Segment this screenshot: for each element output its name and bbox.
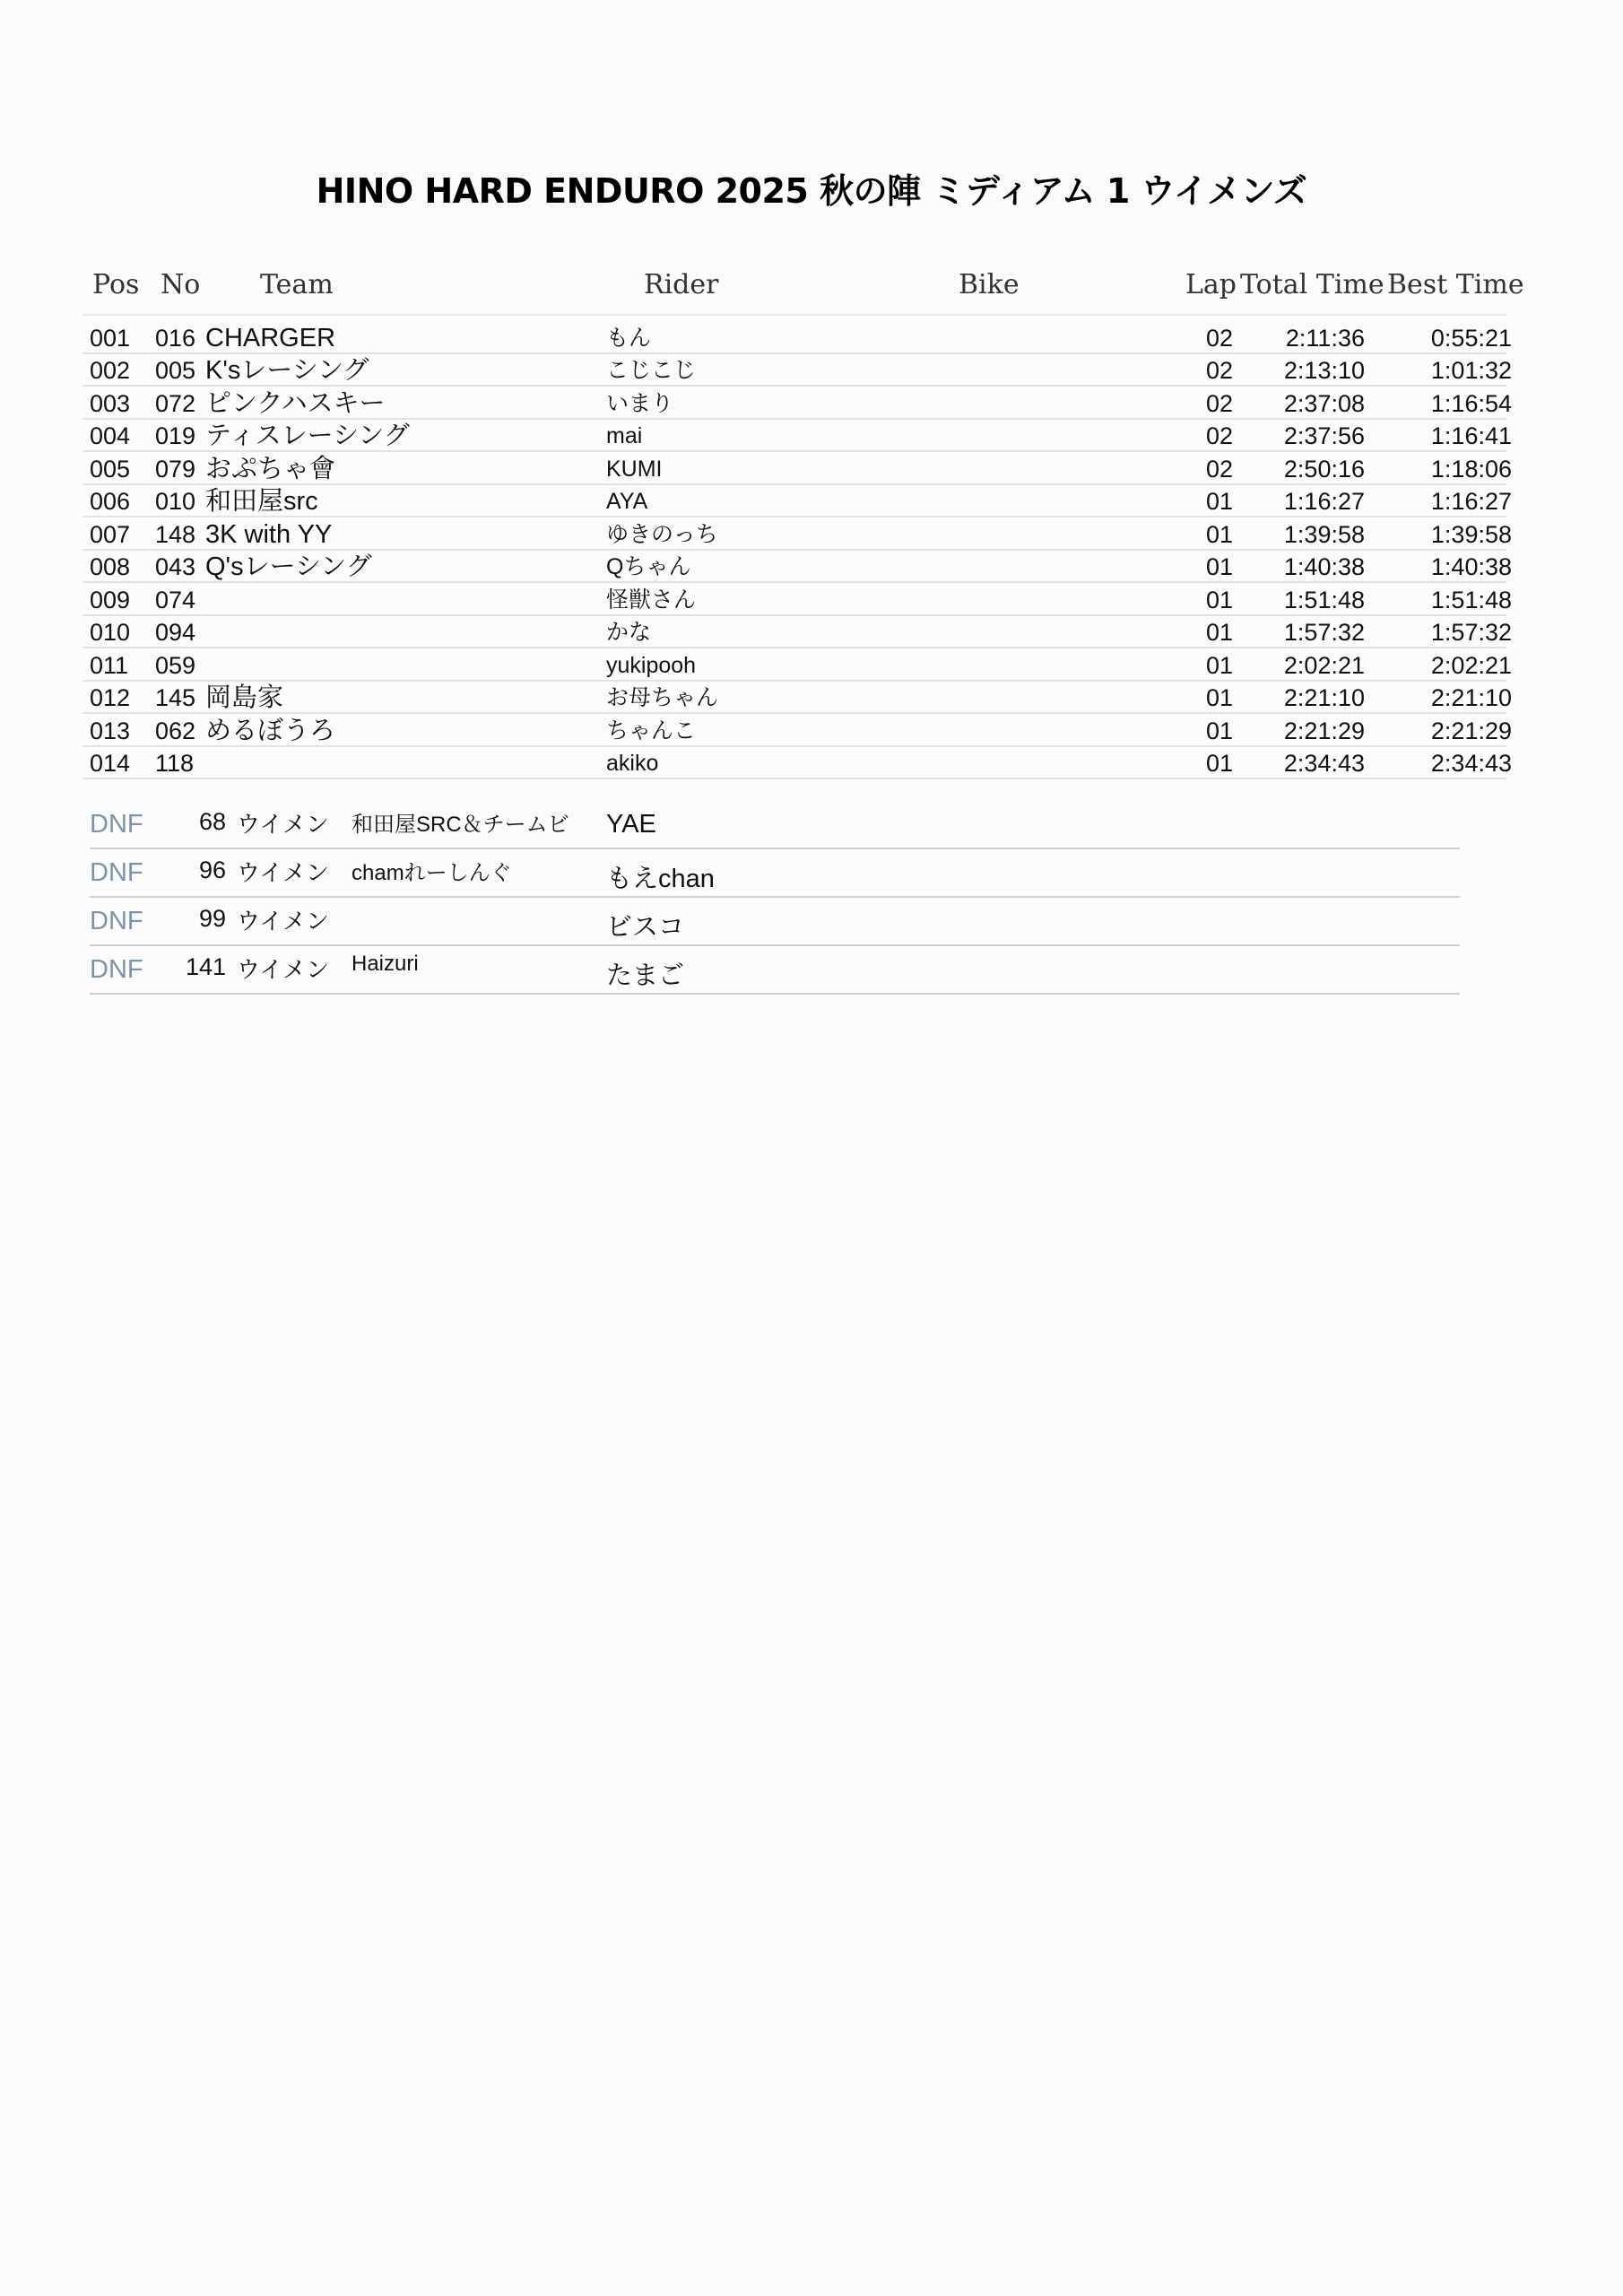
pos-cell: 004 (90, 422, 131, 449)
rider-cell: akiko (606, 751, 659, 776)
team-cell: 岡島家 (205, 683, 284, 712)
dnf-rider: YAE (606, 810, 656, 839)
table-row (0, 715, 1623, 747)
table-row (0, 420, 1623, 452)
table-row (0, 584, 1623, 616)
row-divider (82, 581, 1506, 583)
table-row (0, 616, 1623, 648)
no-cell: 010 (155, 488, 196, 515)
no-cell: 043 (155, 553, 196, 580)
rider-cell: いまり (606, 391, 674, 416)
dnf-status: DNF (90, 955, 143, 984)
total-time-cell: 2:13:10 (1283, 357, 1365, 384)
total-time-cell: 2:34:43 (1283, 750, 1365, 777)
header-pos: Pos (92, 269, 140, 300)
total-time-cell: 1:16:27 (1283, 488, 1365, 515)
total-time-cell: 2:37:56 (1283, 422, 1365, 449)
table-row (0, 387, 1623, 420)
row-divider (82, 450, 1506, 452)
lap-cell: 01 (1206, 684, 1234, 711)
row-divider (82, 516, 1506, 517)
dnf-no: 99 (198, 905, 226, 932)
no-cell: 118 (155, 750, 195, 777)
lap-cell: 01 (1206, 521, 1234, 548)
table-row (0, 747, 1623, 779)
rider-cell: Qちゃん (606, 554, 691, 579)
header-bike: Bike (959, 269, 1020, 300)
pos-cell: 014 (90, 750, 131, 777)
header-lap: Lap (1185, 269, 1237, 300)
lap-cell: 02 (1206, 422, 1234, 449)
best-time-cell: 1:40:38 (1430, 553, 1512, 580)
dnf-class: ウイメン (237, 908, 329, 935)
row-divider (82, 712, 1506, 714)
dnf-row (0, 849, 1623, 898)
dnf-team: chamれーしんぐ (352, 861, 512, 885)
best-time-cell: 1:16:27 (1430, 488, 1512, 515)
table-row (0, 322, 1623, 354)
no-cell: 074 (155, 587, 196, 613)
lap-cell: 02 (1206, 325, 1234, 352)
rider-cell: ゆきのっち (606, 522, 718, 547)
lap-cell: 01 (1206, 750, 1234, 777)
rider-cell: 怪獣さん (606, 587, 697, 613)
pos-cell: 001 (90, 325, 131, 352)
rider-cell: こじこじ (606, 358, 697, 383)
rider-cell: mai (606, 423, 643, 448)
header-divider (82, 314, 1506, 316)
dnf-no: 96 (198, 857, 226, 883)
no-cell: 094 (155, 619, 196, 646)
table-row (0, 518, 1623, 551)
row-divider (82, 778, 1506, 779)
pos-cell: 011 (90, 652, 129, 679)
rider-cell: ちゃんこ (606, 718, 697, 744)
no-cell: 062 (155, 718, 196, 744)
table-row (0, 453, 1623, 485)
total-time-cell: 2:37:08 (1283, 390, 1365, 417)
rider-cell: yukipooh (606, 653, 697, 678)
row-divider (82, 647, 1506, 648)
dnf-team: Haizuri (352, 952, 419, 976)
dnf-status: DNF (90, 907, 143, 935)
no-cell: 005 (155, 357, 196, 384)
no-cell: 019 (155, 422, 196, 449)
team-cell: ティスレーシング (205, 422, 410, 450)
dnf-rider: たまご (606, 961, 685, 990)
lap-cell: 01 (1206, 587, 1234, 613)
best-time-cell: 0:55:21 (1430, 325, 1512, 352)
dnf-rider: もえchan (606, 865, 715, 893)
no-cell: 059 (155, 652, 196, 679)
total-time-cell: 1:39:58 (1283, 521, 1365, 548)
rider-cell: AYA (606, 489, 648, 514)
lap-cell: 01 (1206, 619, 1234, 646)
rider-cell: かな (606, 620, 652, 645)
header-no: No (161, 269, 201, 300)
row-divider (82, 385, 1506, 387)
pos-cell: 013 (90, 718, 131, 744)
table-row (0, 354, 1623, 387)
total-time-cell: 2:11:36 (1285, 325, 1365, 352)
dnf-no: 141 (185, 953, 226, 980)
dnf-status: DNF (90, 810, 143, 839)
pos-cell: 006 (90, 488, 131, 515)
total-time-cell: 1:57:32 (1283, 619, 1365, 646)
no-cell: 145 (155, 684, 196, 711)
dnf-row (0, 946, 1623, 995)
lap-cell: 01 (1206, 553, 1234, 580)
lap-cell: 02 (1206, 456, 1234, 483)
pos-cell: 007 (90, 521, 131, 548)
dnf-class: ウイメン (237, 956, 329, 983)
header-best-time: Best Time (1387, 269, 1524, 300)
dnf-status: DNF (90, 858, 143, 887)
header-total-time: Total Time (1240, 269, 1384, 300)
best-time-cell: 2:21:29 (1430, 718, 1512, 744)
total-time-cell: 2:21:29 (1283, 718, 1365, 744)
dnf-row (0, 898, 1623, 946)
total-time-cell: 1:40:38 (1283, 553, 1365, 580)
dnf-class: ウイメン (237, 859, 329, 886)
header-rider: Rider (644, 269, 719, 300)
table-row (0, 682, 1623, 714)
total-time-cell: 1:51:48 (1283, 587, 1365, 613)
lap-cell: 02 (1206, 357, 1234, 384)
table-row (0, 485, 1623, 517)
rider-cell: もん (606, 326, 652, 351)
team-cell: めるぼうろ (205, 717, 336, 745)
team-cell: 和田屋src (205, 487, 318, 516)
lap-cell: 01 (1206, 652, 1234, 679)
pos-cell: 009 (90, 587, 131, 613)
team-cell: 3K with YY (205, 520, 333, 549)
best-time-cell: 1:18:06 (1430, 456, 1512, 483)
pos-cell: 010 (90, 619, 131, 646)
total-time-cell: 2:50:16 (1283, 456, 1365, 483)
best-time-cell: 2:21:10 (1430, 684, 1512, 711)
lap-cell: 01 (1206, 488, 1234, 515)
best-time-cell: 1:01:32 (1430, 357, 1512, 384)
no-cell: 148 (155, 521, 196, 548)
pos-cell: 003 (90, 390, 131, 417)
pos-cell: 012 (90, 684, 131, 711)
best-time-cell: 1:57:32 (1430, 619, 1512, 646)
total-time-cell: 2:02:21 (1283, 652, 1365, 679)
dnf-class: ウイメン (237, 811, 329, 838)
dnf-no: 68 (198, 808, 226, 835)
best-time-cell: 2:34:43 (1430, 750, 1512, 777)
no-cell: 072 (155, 390, 196, 417)
team-cell: K'sレーシング (205, 356, 369, 385)
team-cell: ピンクハスキー (205, 389, 386, 418)
page-title: HINO HARD ENDURO 2025 秋の陣 ミディアム 1 ウイメンズ (316, 171, 1307, 211)
table-row (0, 649, 1623, 682)
pos-cell: 002 (90, 357, 131, 384)
dnf-row (0, 801, 1623, 849)
header-team: Team (260, 269, 334, 300)
no-cell: 016 (155, 325, 196, 352)
dnf-team: 和田屋SRC＆チームビ (352, 813, 569, 837)
dnf-divider (90, 993, 1460, 995)
total-time-cell: 2:21:10 (1283, 684, 1365, 711)
best-time-cell: 1:51:48 (1430, 587, 1512, 613)
rider-cell: お母ちゃん (606, 685, 719, 710)
no-cell: 079 (155, 456, 196, 483)
team-cell: CHARGER (205, 324, 336, 352)
lap-cell: 01 (1206, 718, 1234, 744)
pos-cell: 005 (90, 456, 131, 483)
best-time-cell: 1:16:41 (1430, 422, 1512, 449)
table-row (0, 551, 1623, 583)
pos-cell: 008 (90, 553, 131, 580)
lap-cell: 02 (1206, 390, 1234, 417)
team-cell: おぷちゃ會 (205, 455, 336, 483)
rider-cell: KUMI (606, 457, 663, 482)
team-cell: Q'sレーシング (205, 552, 372, 581)
best-time-cell: 1:39:58 (1430, 521, 1512, 548)
best-time-cell: 1:16:54 (1430, 390, 1512, 417)
dnf-rider: ビスコ (606, 913, 685, 942)
best-time-cell: 2:02:21 (1430, 652, 1512, 679)
